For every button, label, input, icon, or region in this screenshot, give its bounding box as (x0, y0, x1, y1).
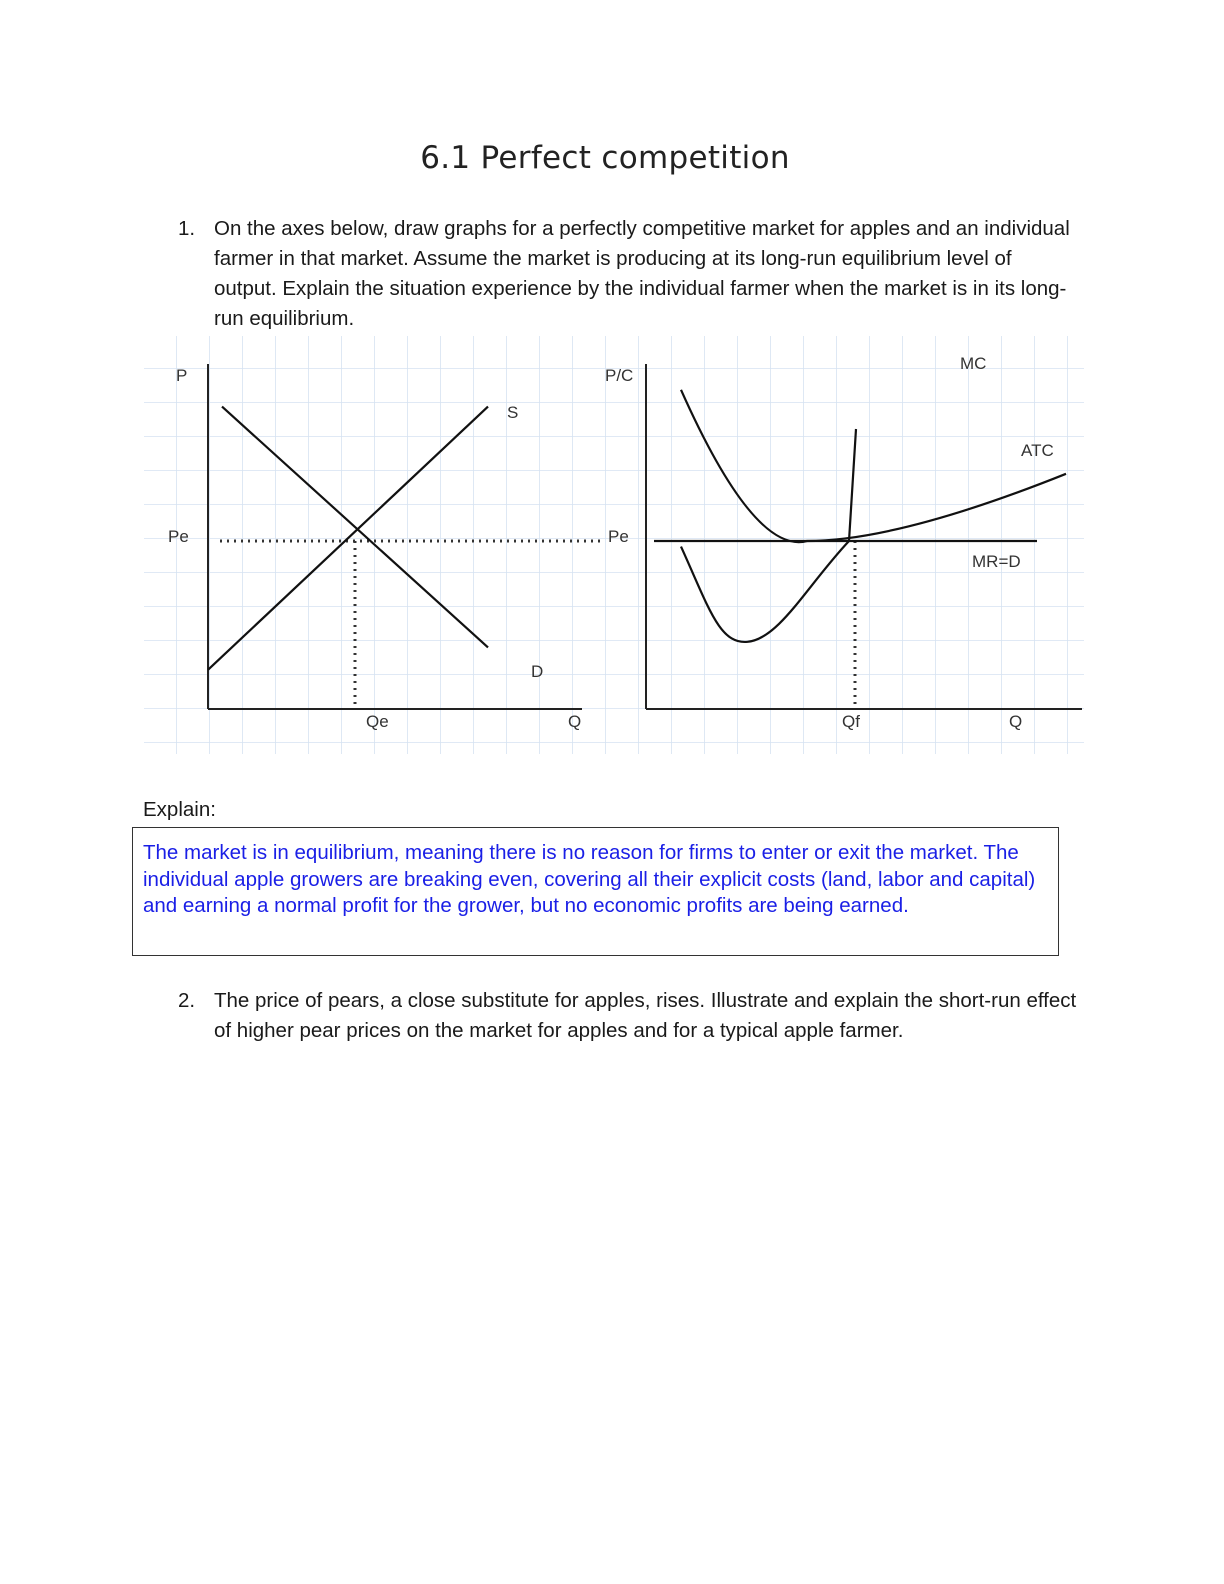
page-title: 6.1 Perfect competition (420, 140, 790, 176)
market-x-label: Q (568, 712, 582, 731)
mc-label: MC (960, 354, 987, 373)
question-1-number: 1. (178, 217, 196, 240)
question-1-text: On the axes below, draw graphs for a perfectly competitive market for apples and an individual farmer in that market. Assume the market is producing at its long-run equilibrium level of output. Explain the situation experience by the individual farmer when the market is in its long-run equilibrium. (214, 217, 1070, 330)
question-2-text: The price of pears, a close substitute for apples, rises. Illustrate and explain the short-run effect of higher pear prices on the market for apples and for a typical apple farmer. (214, 989, 1077, 1042)
question-2 (178, 986, 1078, 1046)
explain-label: Explain: (143, 798, 216, 821)
atc-label: ATC (1021, 441, 1054, 460)
market-price-label: Pe (168, 527, 189, 546)
firm-price-label: Pe (608, 527, 629, 546)
market-quantity-label: Qe (366, 712, 389, 731)
demand-label: D (531, 662, 544, 681)
question-2-number: 2. (178, 989, 196, 1012)
firm-quantity-label: Qf (842, 712, 860, 731)
answer-text: The market is in equilibrium, meaning there is no reason for firms to enter or exit the market. The individual apple growers are breaking even, covering all their explicit costs (land, labor and capital) and earning a normal profit for the grower, but no economic profits are being earned. (143, 841, 1036, 917)
firm-y-label: P/C (605, 366, 634, 385)
market-y-label: P (176, 366, 188, 385)
question-1 (178, 214, 1078, 334)
answer-box[interactable] (132, 827, 1059, 956)
supply-label: S (507, 403, 519, 422)
firm-x-label: Q (1009, 712, 1023, 731)
graphs-figure (140, 334, 1084, 760)
mr-label: MR=D (972, 552, 1021, 571)
